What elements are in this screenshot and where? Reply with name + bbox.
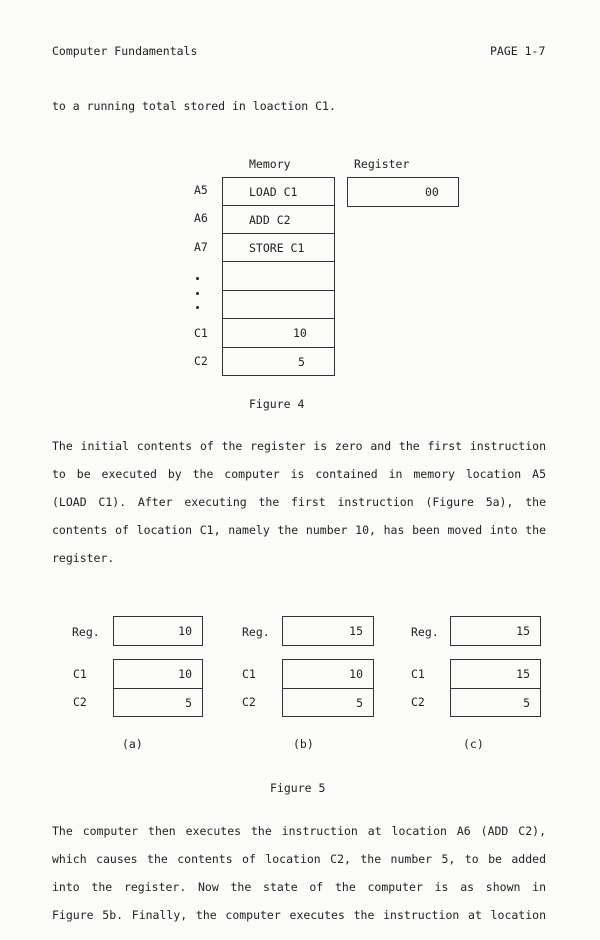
memory-cell: [222, 177, 335, 206]
memory-cell: [222, 233, 335, 262]
memory-cell: [222, 347, 335, 376]
memory-label: Memory: [249, 157, 291, 171]
reg-label: Reg.: [411, 625, 439, 639]
text-line: Figure 5b. Finally, the computer executes the instruction at location: [52, 908, 546, 922]
memory-cell-content: STORE C1: [249, 240, 305, 255]
c1-value: 15: [516, 667, 530, 681]
memory-cell-c1: [282, 659, 374, 689]
register-label: Register: [354, 157, 410, 171]
panel-caption: (b): [293, 737, 314, 751]
paragraph-1: [52, 432, 546, 572]
memory-cell-content: 10: [293, 326, 307, 340]
memory-cell-c1: [450, 659, 541, 689]
reg-label: Reg.: [242, 625, 270, 639]
memory-address: A6: [194, 211, 208, 225]
c2-value: 5: [523, 695, 530, 710]
memory-cell: [222, 290, 335, 319]
memory-cell-c1: [113, 659, 203, 689]
memory-cell: [222, 318, 335, 348]
register-value: 00: [425, 185, 439, 199]
figure-4-caption: Figure 4: [249, 397, 305, 411]
c1-value: 10: [349, 667, 363, 681]
memory-address: A5: [194, 183, 208, 197]
paragraph-2: [52, 817, 546, 929]
c1-label: C1: [73, 667, 87, 681]
register-value: 10: [178, 624, 192, 638]
text-line: register.: [52, 551, 115, 565]
memory-cell-c2: [282, 688, 374, 717]
running-header-title: Computer Fundamentals: [52, 44, 198, 58]
c2-label: C2: [73, 695, 87, 709]
c2-label: C2: [411, 695, 425, 709]
register-box: [450, 616, 541, 646]
c1-label: C1: [242, 667, 256, 681]
ellipsis-dot: [196, 277, 199, 280]
page-number: PAGE 1-7: [490, 44, 546, 58]
intro-line: to a running total stored in loaction C1.: [52, 99, 336, 113]
c1-value: 10: [178, 667, 192, 681]
memory-address: C1: [194, 326, 208, 340]
text-line: contents of location C1, namely the number 10, has been moved into the: [52, 523, 546, 537]
register-value: 15: [349, 624, 363, 638]
memory-address: C2: [194, 354, 208, 368]
memory-cell-content: ADD C2: [249, 212, 291, 227]
register-value: 15: [516, 624, 530, 638]
register-box: [113, 616, 203, 646]
reg-label: Reg.: [72, 625, 100, 639]
text-line: into the register. Now the state of the computer is as shown in: [52, 880, 546, 894]
text-line: The initial contents of the register is zero and the first instruction: [52, 439, 546, 453]
c1-label: C1: [411, 667, 425, 681]
panel-caption: (c): [463, 737, 484, 751]
text-line: The computer then executes the instruction at location A6 (ADD C2),: [52, 824, 546, 838]
memory-cell-c2: [450, 688, 541, 717]
text-line: (LOAD C1). After executing the first instruction (Figure 5a), the: [52, 495, 546, 509]
panel-caption: (a): [122, 737, 143, 751]
text-line: which causes the contents of location C2, the number 5, to be added: [52, 852, 546, 866]
memory-cell-content: 5: [298, 354, 305, 369]
figure-5-caption: Figure 5: [270, 781, 326, 795]
ellipsis-dot: [196, 292, 199, 295]
memory-cell: [222, 261, 335, 291]
c2-label: C2: [242, 695, 256, 709]
memory-cell-content: LOAD C1: [249, 184, 298, 199]
ellipsis-dot: [196, 306, 199, 309]
c2-value: 5: [185, 695, 192, 710]
c2-value: 5: [356, 695, 363, 710]
register-box: [282, 616, 374, 646]
register-box: [347, 177, 459, 207]
memory-cell: [222, 205, 335, 234]
memory-address: A7: [194, 240, 208, 254]
memory-cell-c2: [113, 688, 203, 717]
text-line: to be executed by the computer is contained in memory location A5: [52, 467, 546, 481]
